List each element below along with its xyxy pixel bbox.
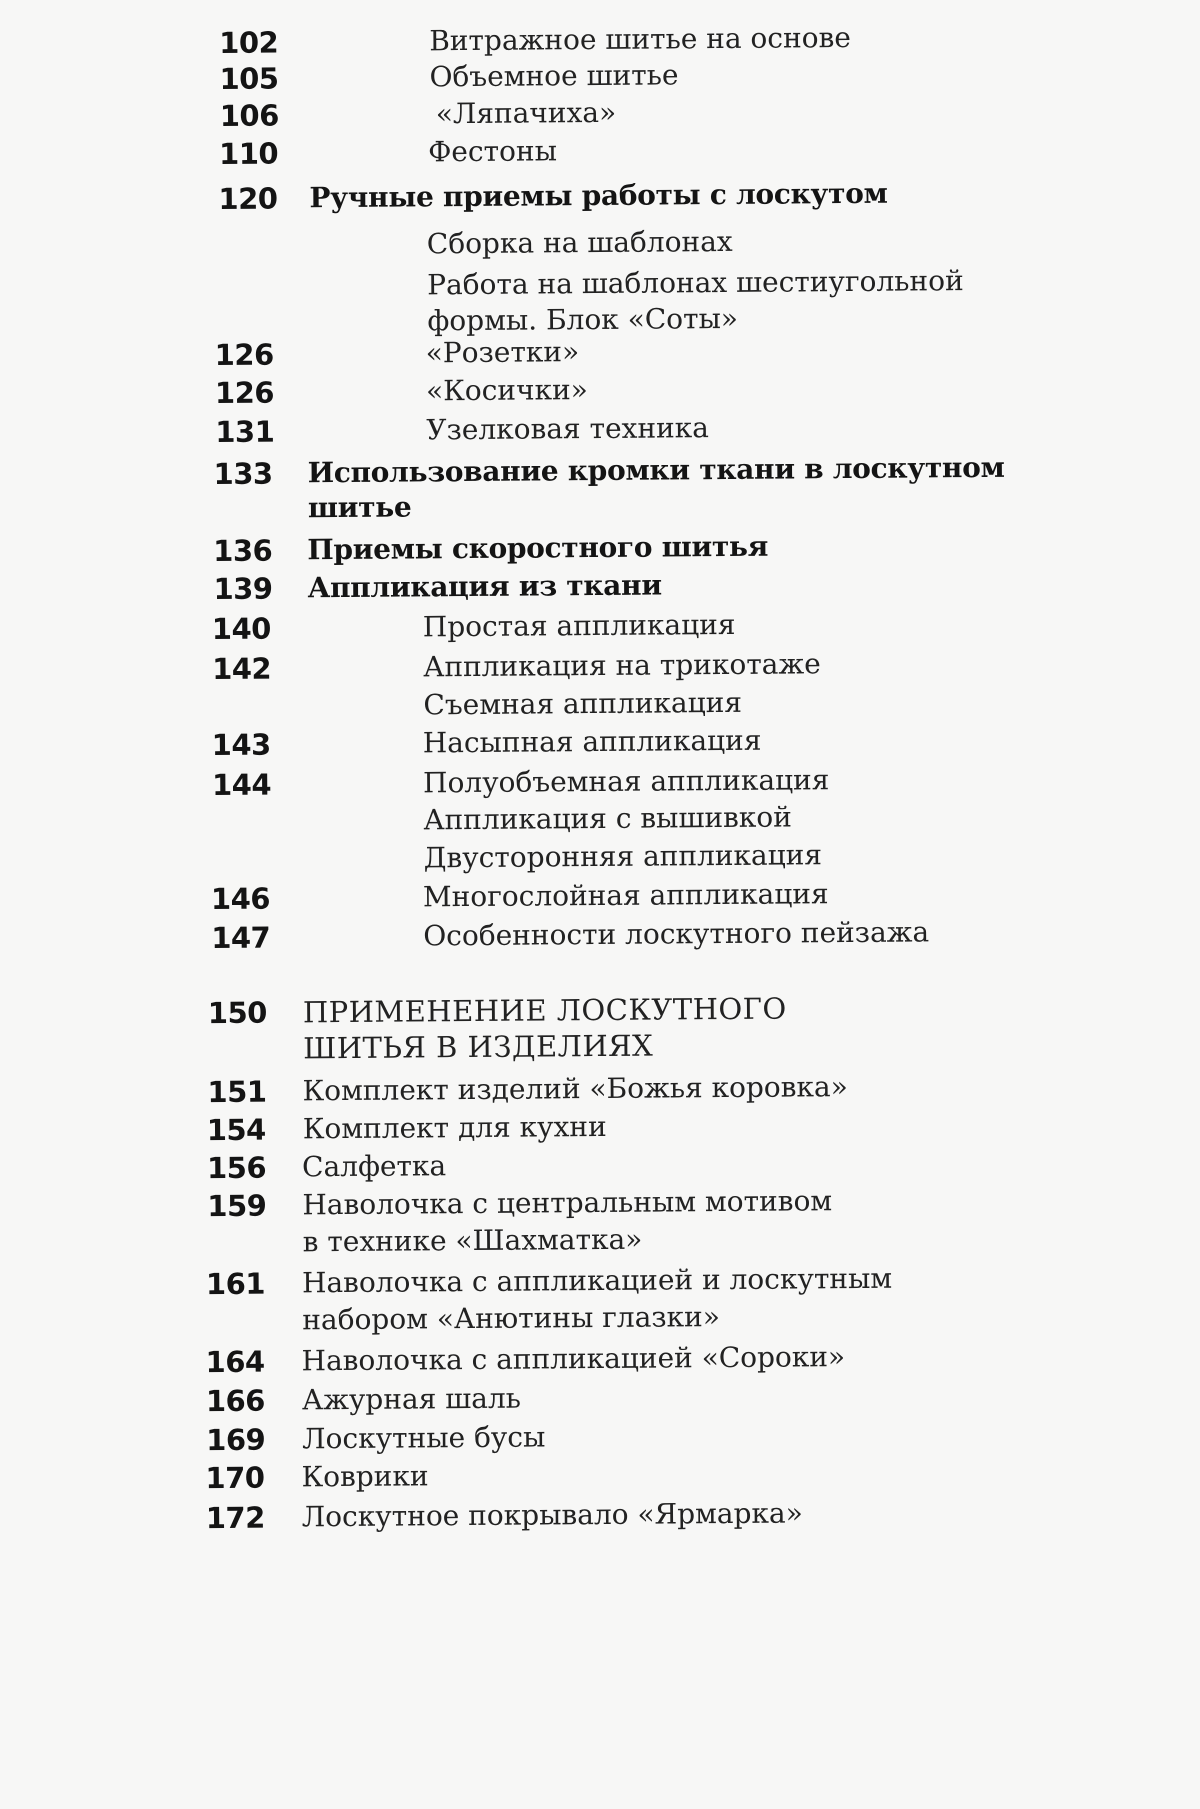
toc-entry — [0, 643, 1198, 687]
entry-title: Салфетка — [301, 1149, 447, 1184]
entry-title: «Косички» — [425, 373, 588, 408]
page-number: 172 — [205, 1500, 265, 1536]
entry-title: Комплект изделий «Божья коровка» — [302, 1070, 848, 1108]
entry-title: Многослойная аппликация — [422, 877, 829, 914]
page-number: 136 — [213, 533, 273, 569]
entry-title: Съемная аппликация — [423, 685, 743, 722]
entry-title: Сборка на шаблонах — [426, 224, 733, 261]
entry-title: Насыпная аппликация — [422, 723, 762, 760]
chapter-title: ПРИМЕНЕНИЕ ЛОСКУТНОГО — [302, 991, 787, 1030]
entry-title: в технике «Шахматка» — [302, 1222, 643, 1259]
section-title: Использование кромки ткани в лоскутном — [307, 450, 1005, 490]
entry-title: Фестоны — [427, 134, 558, 169]
toc-entry — [0, 406, 1196, 450]
page-number: 156 — [206, 1150, 267, 1186]
page-number: 142 — [211, 651, 272, 687]
entry-title: Аппликация на трикотаже — [423, 647, 821, 684]
page-number: 169 — [206, 1422, 266, 1458]
toc-entry — [0, 261, 1195, 302]
section-title: Приемы скоростного шитья — [307, 529, 769, 567]
entry-title: «Ляпачиха» — [435, 95, 617, 131]
toc-entry — [0, 17, 1193, 60]
entry-title: Комплект для кухни — [302, 1109, 607, 1146]
entry-title: «Розетки» — [425, 335, 580, 370]
section-title: Ручные приемы работы с лоскутом — [309, 176, 888, 215]
page-number — [188, 269, 278, 270]
page-number: 106 — [219, 98, 279, 133]
page-number: 140 — [211, 611, 271, 647]
page-number: 126 — [214, 375, 275, 411]
entry-title: Двусторонняя аппликация — [423, 838, 823, 875]
page-number: 164 — [205, 1344, 265, 1380]
chapter-title: ШИТЬЯ В ИЗДЕЛИЯХ — [303, 1028, 654, 1066]
page-number: 143 — [211, 727, 271, 763]
toc-entry — [0, 759, 1199, 803]
page-number: 161 — [205, 1266, 266, 1302]
page-number — [182, 842, 272, 843]
toc-chapter-heading — [1, 987, 1200, 1031]
toc-entry — [0, 220, 1195, 261]
page-number: 139 — [213, 571, 273, 607]
entry-title: Наволочка с аппликацией «Сороки» — [301, 1340, 846, 1378]
page-number: 146 — [210, 881, 271, 917]
entry-title: Наволочка с аппликацией и лоскутным — [301, 1261, 893, 1300]
page-number — [177, 1225, 267, 1226]
page-number: 102 — [219, 25, 279, 60]
page-number: 166 — [205, 1383, 266, 1419]
toc-section-heading — [0, 448, 1196, 492]
page-number — [188, 228, 278, 229]
page-number: 131 — [215, 414, 275, 450]
page-number: 154 — [206, 1112, 266, 1148]
page-number: 144 — [211, 767, 272, 803]
entry-title: Лоскутные бусы — [302, 1420, 546, 1456]
toc-entry — [1, 1066, 1200, 1110]
page-number — [175, 1303, 265, 1304]
entry-title: Полуобъемная аппликация — [422, 763, 830, 800]
entry-title: Работа на шаблонах шестиугольной — [427, 264, 964, 302]
entry-title: Витражное шитье на основе — [429, 21, 852, 58]
page-number — [181, 689, 271, 690]
toc-section-heading — [0, 173, 1194, 216]
entry-title: Ажурная шаль — [301, 1381, 522, 1417]
toc-section-heading — [0, 525, 1197, 569]
entry-title: Простая аппликация — [422, 607, 736, 644]
section-title: Аппликация из ткани — [307, 568, 662, 605]
entry-title: Узелковая техника — [426, 411, 710, 447]
page-number: 133 — [213, 456, 273, 492]
page-number: 126 — [214, 337, 274, 373]
entry-title: Объемное шитье — [429, 58, 679, 94]
entry-title: Аппликация с вышивкой — [423, 800, 792, 837]
entry-title: формы. Блок «Соты» — [427, 301, 739, 338]
entry-title: набором «Анютины глазки» — [302, 1300, 721, 1337]
page-number: 170 — [205, 1460, 265, 1496]
page-number: 110 — [218, 136, 279, 171]
toc-entry — [0, 603, 1198, 647]
page-number: 120 — [218, 181, 278, 216]
entry-title: Наволочка с центральным мотивом — [302, 1184, 833, 1222]
page-number: 147 — [211, 920, 271, 956]
page-number — [181, 804, 271, 805]
entry-title: Лоскутное покрывало «Ярмарка» — [301, 1496, 803, 1534]
page-number: 105 — [219, 61, 279, 96]
page-number: 159 — [207, 1188, 267, 1224]
entry-title: Коврики — [301, 1459, 429, 1494]
page-number — [188, 305, 278, 306]
toc-entry — [3, 1336, 1200, 1380]
toc-entry — [3, 1258, 1200, 1302]
page-number: 150 — [207, 995, 268, 1031]
toc-entry — [0, 367, 1196, 411]
entry-title: Особенности лоскутного пейзажа — [423, 915, 930, 953]
page-number: 151 — [207, 1074, 267, 1110]
section-title: шитье — [307, 490, 412, 525]
